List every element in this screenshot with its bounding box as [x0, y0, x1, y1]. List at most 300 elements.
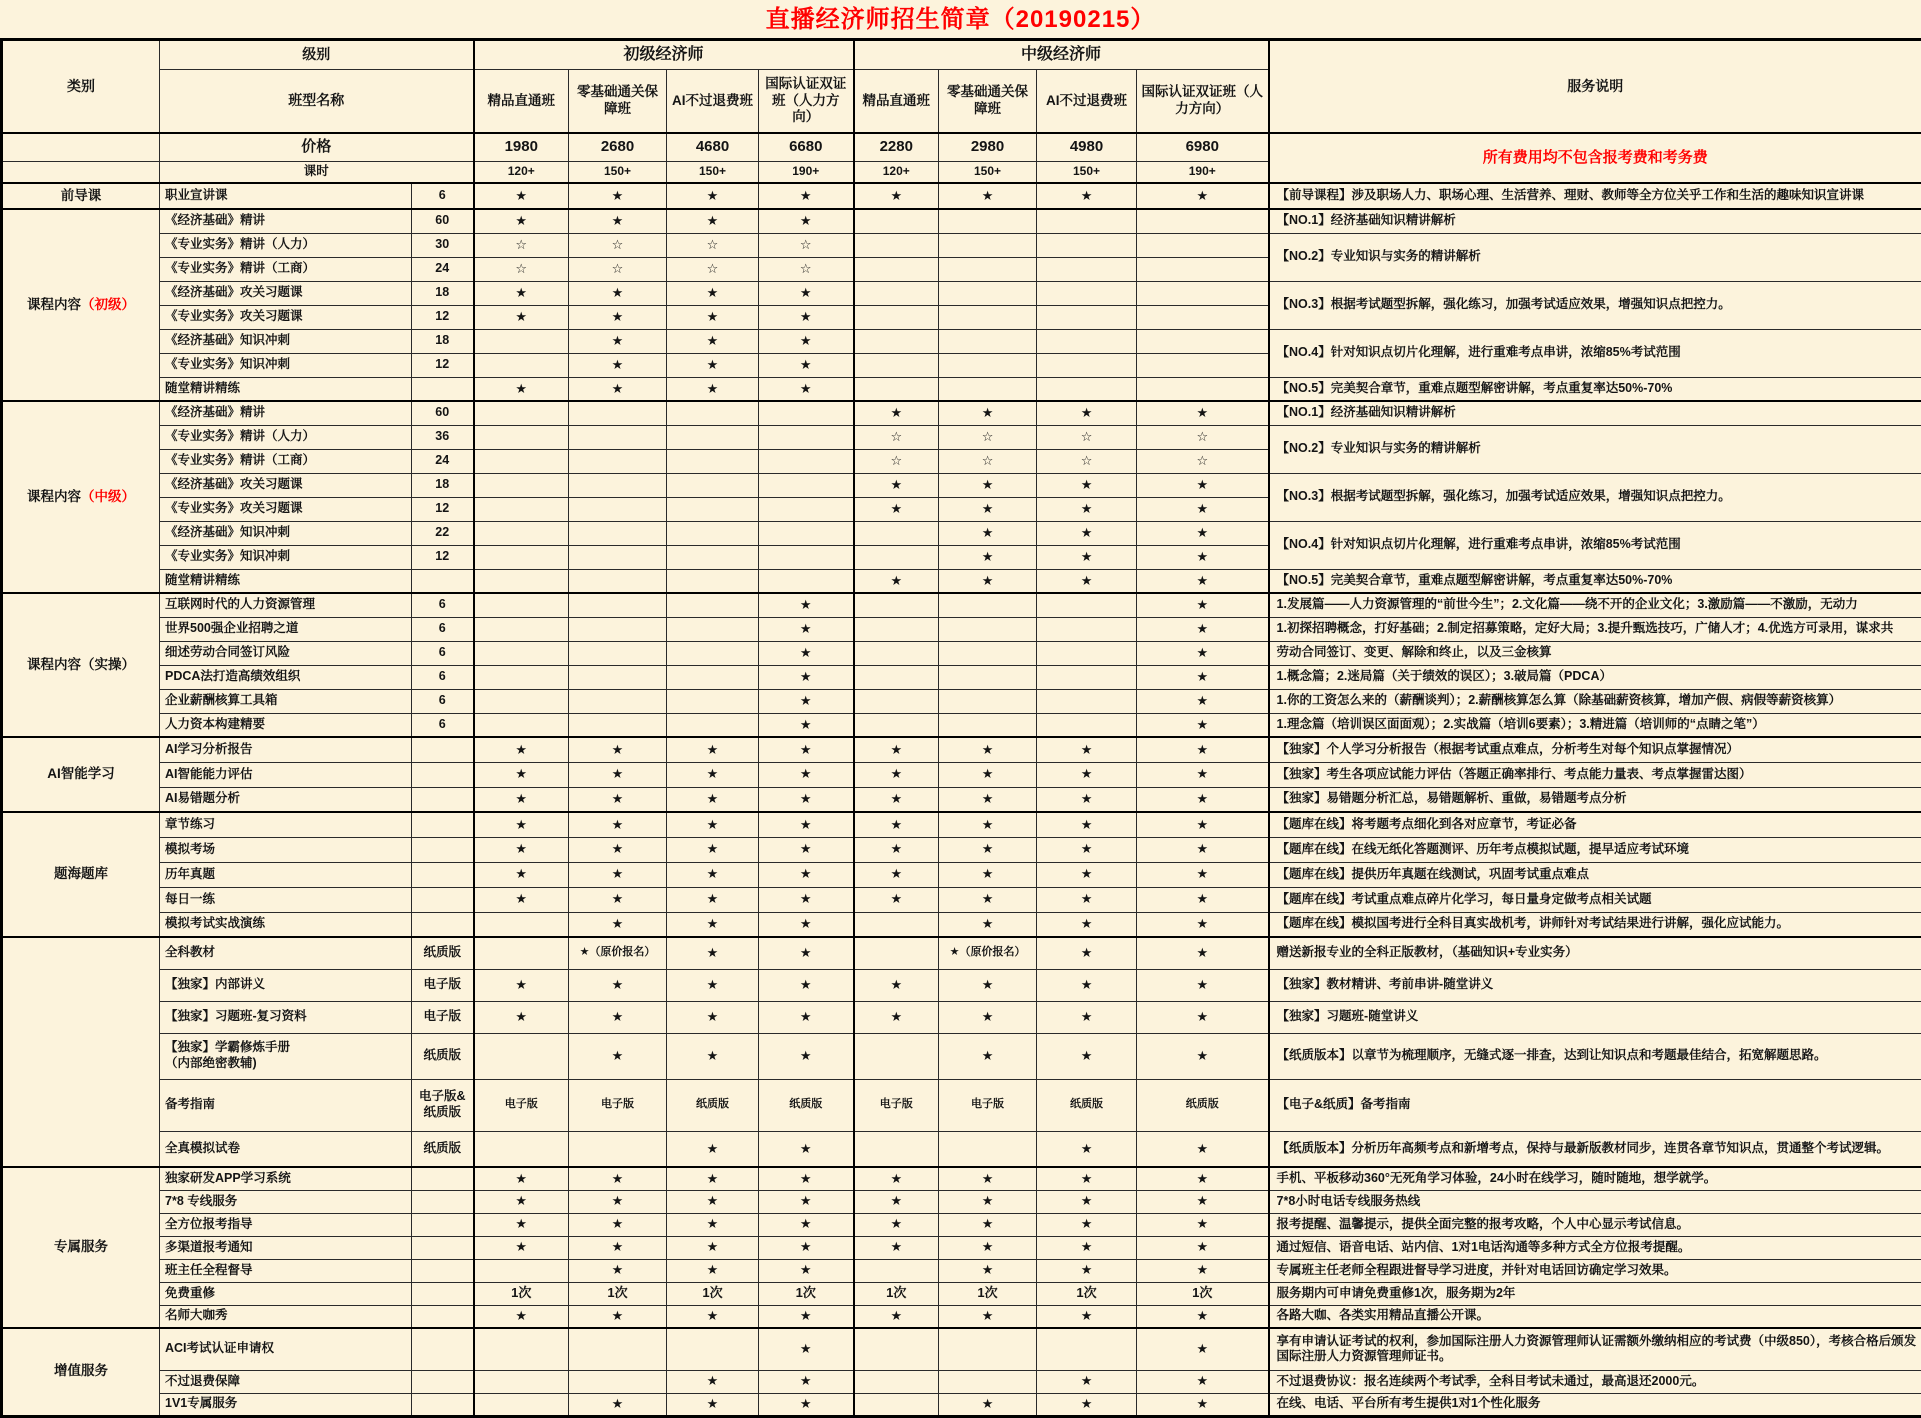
mark-cell: ★ — [759, 937, 854, 969]
mark-cell: ★ — [759, 1213, 854, 1236]
mark-cell: ★ — [854, 473, 939, 497]
mark-cell: ★ — [667, 183, 759, 209]
course-row — [2, 617, 1921, 641]
hours-cell — [412, 1259, 474, 1282]
mark-cell — [569, 1131, 667, 1167]
service-cell: 1.概念篇；2.迷局篇（关于绩效的误区）；3.破局篇（PDCA） — [1269, 665, 1921, 689]
mark-cell — [939, 689, 1037, 713]
service-cell: 【NO.4】针对知识点切片化理解，进行重难考点串讲，浓缩85%考试范围 — [1269, 329, 1921, 377]
mark-cell: ★ — [759, 737, 854, 762]
mark-cell — [569, 401, 667, 425]
mark-cell — [854, 617, 939, 641]
mark-cell — [569, 593, 667, 617]
mark-cell: ★ — [759, 209, 854, 233]
course-row — [2, 1259, 1921, 1282]
service-cell: 【题库在线】在线无纸化答题测评、历年考点模拟试题，提早适应考试环境 — [1269, 837, 1921, 862]
mark-cell — [939, 713, 1037, 737]
mark-cell: ★ — [569, 1033, 667, 1079]
mark-cell — [854, 521, 939, 545]
service-cell: 【NO.5】完美契合章节，重难点题型解密讲解，考点重复率达50%-70% — [1269, 569, 1921, 593]
course-row — [2, 762, 1921, 787]
hours-label: 课时 — [160, 161, 474, 183]
mark-cell: ★ — [474, 1213, 569, 1236]
category-spacer — [2, 133, 160, 161]
mark-cell: ★ — [1037, 1370, 1137, 1393]
mark-cell — [569, 641, 667, 665]
mark-cell: ★ — [939, 887, 1037, 912]
mark-cell: ★ — [667, 912, 759, 937]
mark-cell: ★ — [1137, 1370, 1269, 1393]
mark-cell: ☆ — [569, 233, 667, 257]
course-row — [2, 641, 1921, 665]
category-label: 专属服务 — [54, 1239, 108, 1254]
course-row — [2, 1282, 1921, 1305]
course-name-cell: 模拟考试实战演练 — [160, 912, 412, 937]
mark-cell — [667, 713, 759, 737]
mark-cell: ★ — [474, 183, 569, 209]
mark-cell: 1次 — [759, 1282, 854, 1305]
mark-cell — [854, 1370, 939, 1393]
service-cell: 【独家】习题班-随堂讲义 — [1269, 1001, 1921, 1033]
mark-cell: 电子版 — [474, 1079, 569, 1131]
mark-cell: ★ — [854, 762, 939, 787]
category-label: 课程内容 — [27, 297, 81, 312]
mark-cell — [939, 617, 1037, 641]
mark-cell: ★ — [854, 569, 939, 593]
mark-cell — [474, 401, 569, 425]
mark-cell — [1137, 329, 1269, 353]
mark-cell — [474, 1370, 569, 1393]
course-name-cell: 互联网时代的人力资源管理 — [160, 593, 412, 617]
service-cell: 享有申请认证考试的权利，参加国际注册人力资源管理师认证需额外缴纳相应的考试费（中级850），考核合格后颁发国际注册人力资源管理师证书。 — [1269, 1328, 1921, 1370]
hours-cell: 6 — [412, 183, 474, 209]
mark-cell: ★ — [569, 1190, 667, 1213]
mark-cell: ★ — [1037, 1305, 1137, 1328]
mark-cell: ★ — [759, 1393, 854, 1416]
mark-cell — [667, 617, 759, 641]
course-row — [2, 377, 1921, 401]
mark-cell: ★ — [474, 1190, 569, 1213]
mark-cell: ★ — [667, 1259, 759, 1282]
mark-cell — [854, 545, 939, 569]
mark-cell: ★ — [759, 1167, 854, 1190]
service-cell: 【NO.1】经济基础知识精讲解析 — [1269, 209, 1921, 233]
mark-cell: 1次 — [474, 1282, 569, 1305]
mark-cell — [569, 713, 667, 737]
price-value: 2980 — [939, 133, 1037, 161]
mark-cell: ★ — [939, 1236, 1037, 1259]
course-name-cell: 《经济基础》知识冲刺 — [160, 329, 412, 353]
mark-cell — [759, 545, 854, 569]
mark-cell — [1137, 233, 1269, 257]
course-name-cell: 班主任全程督导 — [160, 1259, 412, 1282]
mark-cell — [474, 425, 569, 449]
mark-cell — [667, 593, 759, 617]
mark-cell: ★ — [569, 812, 667, 837]
mark-cell: ★ — [939, 862, 1037, 887]
course-row — [2, 787, 1921, 812]
service-cell: 【前导课程】涉及职场人力、职场心理、生活营养、理财、教师等全方位关乎工作和生活的趣味知识宣讲课 — [1269, 183, 1921, 209]
course-row — [2, 862, 1921, 887]
mark-cell: ★ — [569, 353, 667, 377]
mark-cell: ★ — [1137, 1213, 1269, 1236]
course-row — [2, 837, 1921, 862]
mark-cell: ★ — [759, 183, 854, 209]
hours-cell — [412, 1236, 474, 1259]
mark-cell: ★ — [759, 713, 854, 737]
hours-cell: 18 — [412, 281, 474, 305]
service-header: 服务说明 — [1269, 40, 1921, 134]
mark-cell: ★ — [474, 1001, 569, 1033]
hours-cell: 6 — [412, 665, 474, 689]
course-name-cell: 1V1专属服务 — [160, 1393, 412, 1416]
course-row — [2, 937, 1921, 969]
course-name-cell: 独家研发APP学习系统 — [160, 1167, 412, 1190]
mark-cell: ★ — [759, 1033, 854, 1079]
mark-cell: ★ — [667, 837, 759, 862]
course-name-cell: 历年真题 — [160, 862, 412, 887]
mark-cell — [1037, 593, 1137, 617]
mark-cell: ★ — [474, 209, 569, 233]
mark-cell: ☆ — [854, 425, 939, 449]
category-label: 课程内容（实操） — [27, 657, 135, 672]
mark-cell: ★ — [759, 1259, 854, 1282]
mark-cell — [1037, 329, 1137, 353]
mark-cell: ★ — [1037, 497, 1137, 521]
mark-cell — [667, 401, 759, 425]
mark-cell: ★ — [1037, 1393, 1137, 1416]
course-row — [2, 713, 1921, 737]
mark-cell: ★ — [759, 617, 854, 641]
mark-cell — [759, 569, 854, 593]
mark-cell: ★ — [1137, 1001, 1269, 1033]
mark-cell: ★ — [854, 1190, 939, 1213]
mark-cell: 电子版 — [939, 1079, 1037, 1131]
service-cell: 手机、平板移动360°无死角学习体验，24小时在线学习，随时随地，想学就学。 — [1269, 1167, 1921, 1190]
mark-cell: ★ — [1137, 837, 1269, 862]
mark-cell: ☆ — [759, 233, 854, 257]
mark-cell: ★ — [569, 281, 667, 305]
mark-cell: ★ — [1137, 1190, 1269, 1213]
mark-cell — [939, 1370, 1037, 1393]
course-row — [2, 969, 1921, 1001]
course-row — [2, 233, 1921, 257]
mark-cell — [854, 593, 939, 617]
mark-cell — [854, 1131, 939, 1167]
mark-cell — [667, 641, 759, 665]
hours-cell: 12 — [412, 353, 474, 377]
mark-cell — [854, 665, 939, 689]
mark-cell: ★ — [569, 329, 667, 353]
mark-cell: ★ — [474, 887, 569, 912]
mark-cell — [1037, 641, 1137, 665]
mark-cell: ★ — [667, 969, 759, 1001]
service-cell: 【题库在线】提供历年真题在线测试，巩固考试重点难点 — [1269, 862, 1921, 887]
mark-cell: 1次 — [1137, 1282, 1269, 1305]
course-row — [2, 1370, 1921, 1393]
mark-cell — [854, 1259, 939, 1282]
mark-cell — [854, 713, 939, 737]
mark-cell — [474, 329, 569, 353]
service-cell: 通过短信、语音电话、站内信、1对1电话沟通等多种方式全方位报考提醒。 — [1269, 1236, 1921, 1259]
mark-cell — [759, 473, 854, 497]
mark-cell: ★ — [1137, 1328, 1269, 1370]
mark-cell: ★ — [939, 497, 1037, 521]
mark-cell: 纸质版 — [1137, 1079, 1269, 1131]
mark-cell: ★ — [1037, 1001, 1137, 1033]
course-row — [2, 1167, 1921, 1190]
mark-cell — [474, 641, 569, 665]
price-value: 4680 — [667, 133, 759, 161]
mark-cell: ★ — [759, 837, 854, 862]
service-cell: 【NO.2】专业知识与实务的精讲解析 — [1269, 425, 1921, 473]
course-name-cell: AI智能能力评估 — [160, 762, 412, 787]
mark-cell: ★ — [1137, 665, 1269, 689]
mark-cell: ★ — [759, 812, 854, 837]
category-cell — [2, 812, 160, 937]
mark-cell: 电子版 — [569, 1079, 667, 1131]
hours-cell — [412, 377, 474, 401]
mark-cell: ★ — [1137, 1033, 1269, 1079]
mark-cell: ★ — [667, 812, 759, 837]
mark-cell: ☆ — [667, 233, 759, 257]
class-column-header: AI不过退费班 — [667, 70, 759, 134]
mark-cell: 纸质版 — [759, 1079, 854, 1131]
category-label-red: （中级） — [81, 489, 135, 504]
mark-cell — [939, 209, 1037, 233]
mark-cell: ☆ — [569, 257, 667, 281]
mark-cell: ★ — [1137, 689, 1269, 713]
service-cell: 【纸质版本】以章节为梳理顺序，无缝式逐一排查，达到让知识点和考题最佳结合，拓宽解题思路。 — [1269, 1033, 1921, 1079]
mark-cell: ★ — [1137, 641, 1269, 665]
mark-cell: ★ — [1137, 401, 1269, 425]
hours-cell: 6 — [412, 689, 474, 713]
mark-cell: ★ — [1137, 545, 1269, 569]
hours-cell — [412, 787, 474, 812]
category-label: AI智能学习 — [47, 766, 115, 781]
mark-cell: ★ — [854, 737, 939, 762]
hours-cell: 36 — [412, 425, 474, 449]
service-cell: 在线、电话、平台所有考生提供1对1个性化服务 — [1269, 1393, 1921, 1416]
mark-cell — [667, 473, 759, 497]
mark-cell: ★ — [1137, 887, 1269, 912]
mark-cell — [569, 497, 667, 521]
price-label: 价格 — [160, 133, 474, 161]
mark-cell: ★ — [569, 1213, 667, 1236]
mark-cell — [1137, 353, 1269, 377]
mark-cell: ★ — [667, 1236, 759, 1259]
hours-cell: 12 — [412, 305, 474, 329]
mark-cell: 1次 — [569, 1282, 667, 1305]
mark-cell: ★ — [1137, 762, 1269, 787]
hours-cell: 6 — [412, 641, 474, 665]
mark-cell: ★ — [1137, 497, 1269, 521]
mark-cell — [854, 281, 939, 305]
hours-cell — [412, 1328, 474, 1370]
hours-cell — [412, 1167, 474, 1190]
mark-cell: ★ — [939, 837, 1037, 862]
mark-cell: ★ — [1037, 887, 1137, 912]
mark-cell: ★ — [1037, 969, 1137, 1001]
mark-cell: ★ — [569, 1393, 667, 1416]
category-cell — [2, 1167, 160, 1328]
class-column-header: 精品直通班 — [474, 70, 569, 134]
mark-cell: ★ — [667, 1393, 759, 1416]
mark-cell: ★ — [569, 887, 667, 912]
mark-cell: ★ — [854, 1213, 939, 1236]
mark-cell: ★ — [759, 1370, 854, 1393]
course-name-cell: 【独家】内部讲义 — [160, 969, 412, 1001]
mark-cell: ★ — [1037, 183, 1137, 209]
course-row — [2, 593, 1921, 617]
mark-cell: 纸质版 — [1037, 1079, 1137, 1131]
course-row — [2, 281, 1921, 305]
mark-cell — [474, 473, 569, 497]
course-name-cell: 【独家】习题班-复习资料 — [160, 1001, 412, 1033]
mark-cell: ★ — [854, 1236, 939, 1259]
mark-cell: ★ — [1037, 401, 1137, 425]
mark-cell: ★ — [569, 1236, 667, 1259]
hours-value: 120+ — [474, 161, 569, 183]
hours-cell — [412, 1305, 474, 1328]
mark-cell: ★ — [474, 377, 569, 401]
course-name-cell: 多渠道报考通知 — [160, 1236, 412, 1259]
mark-cell — [1137, 209, 1269, 233]
mark-cell — [474, 353, 569, 377]
course-row — [2, 1001, 1921, 1033]
mark-cell: ★ — [667, 737, 759, 762]
course-name-cell: 《经济基础》知识冲刺 — [160, 521, 412, 545]
mark-cell — [667, 449, 759, 473]
mark-cell: 纸质版 — [667, 1079, 759, 1131]
mark-cell: ★ — [667, 305, 759, 329]
service-cell: 【NO.3】根据考试题型拆解，强化练习，加强考试适应效果，增强知识点把控力。 — [1269, 473, 1921, 521]
mark-cell: ★ — [667, 787, 759, 812]
mark-cell — [667, 665, 759, 689]
mark-cell — [569, 569, 667, 593]
mark-cell: ★ — [1137, 862, 1269, 887]
mark-cell: ★ — [667, 1033, 759, 1079]
mark-cell: ★ — [1037, 473, 1137, 497]
mark-cell — [474, 1328, 569, 1370]
course-row — [2, 689, 1921, 713]
mark-cell — [854, 937, 939, 969]
service-cell: 劳动合同签订、变更、解除和终止，以及三金核算 — [1269, 641, 1921, 665]
course-name-cell: 《经济基础》精讲 — [160, 209, 412, 233]
mark-cell: ★ — [1137, 593, 1269, 617]
mark-cell: ★ — [474, 1305, 569, 1328]
course-row — [2, 1033, 1921, 1079]
hours-cell — [412, 1213, 474, 1236]
course-name-cell: 《专业实务》攻关习题课 — [160, 305, 412, 329]
hours-cell: 30 — [412, 233, 474, 257]
course-row — [2, 1190, 1921, 1213]
course-row — [2, 521, 1921, 545]
mark-cell: ★ — [667, 1001, 759, 1033]
course-row — [2, 1079, 1921, 1131]
mark-cell — [474, 1033, 569, 1079]
service-cell: 1.理念篇（培训误区面面观）；2.实战篇（培训6要素）；3.精进篇（培训师的“点睛之笔”） — [1269, 713, 1921, 737]
mark-cell: ★（原价报名） — [939, 937, 1037, 969]
service-cell: 【NO.5】完美契合章节，重难点题型解密讲解，考点重复率达50%-70% — [1269, 377, 1921, 401]
category-label: 题海题库 — [54, 866, 108, 881]
hours-cell: 电子版&纸质版 — [412, 1079, 474, 1131]
mark-cell — [939, 641, 1037, 665]
hours-cell — [412, 837, 474, 862]
course-row — [2, 887, 1921, 912]
mark-cell: ★ — [854, 183, 939, 209]
course-row — [2, 1213, 1921, 1236]
category-cell — [2, 401, 160, 593]
mark-cell — [1037, 377, 1137, 401]
mark-cell — [854, 1033, 939, 1079]
mark-cell: 1次 — [1037, 1282, 1137, 1305]
mark-cell: ★ — [569, 1305, 667, 1328]
service-cell: 1.你的工资怎么来的（薪酬谈判）；2.薪酬核算怎么算（除基础薪资核算，增加产假、病假等薪资核算） — [1269, 689, 1921, 713]
junior-level-header: 初级经济师 — [474, 40, 854, 70]
mark-cell: ★ — [569, 183, 667, 209]
mark-cell: ★ — [474, 862, 569, 887]
hours-cell — [412, 887, 474, 912]
mark-cell — [1037, 305, 1137, 329]
mark-cell: ★ — [759, 689, 854, 713]
hours-cell: 18 — [412, 329, 474, 353]
mark-cell: ★ — [1137, 183, 1269, 209]
category-header: 类别 — [2, 40, 160, 134]
mark-cell: ★ — [569, 969, 667, 1001]
mark-cell — [1037, 1328, 1137, 1370]
mark-cell: ☆ — [1037, 425, 1137, 449]
mark-cell — [474, 569, 569, 593]
mark-cell — [474, 593, 569, 617]
mark-cell — [474, 937, 569, 969]
mark-cell — [939, 329, 1037, 353]
mark-cell: ☆ — [939, 449, 1037, 473]
hours-cell: 电子版 — [412, 969, 474, 1001]
course-name-cell: 《专业实务》精讲（人力） — [160, 233, 412, 257]
mark-cell — [474, 545, 569, 569]
mark-cell: ★ — [569, 762, 667, 787]
mark-cell: ★ — [474, 812, 569, 837]
mark-cell — [667, 1328, 759, 1370]
mark-cell: ★ — [759, 762, 854, 787]
course-name-cell: 职业宣讲课 — [160, 183, 412, 209]
mark-cell — [759, 497, 854, 521]
mark-cell: ★ — [759, 1131, 854, 1167]
mark-cell: ★ — [1137, 1131, 1269, 1167]
service-cell: 【题库在线】将考题考点细化到各对应章节，考证必备 — [1269, 812, 1921, 837]
course-row — [2, 183, 1921, 209]
mark-cell: ★ — [667, 281, 759, 305]
service-cell: 1.发展篇——人力资源管理的“前世今生”；2.文化篇——绕不开的企业文化；3.激励篇——不激励，无动力 — [1269, 593, 1921, 617]
mark-cell: ★ — [1137, 569, 1269, 593]
mark-cell — [939, 233, 1037, 257]
mark-cell — [939, 665, 1037, 689]
mark-cell: ★ — [854, 969, 939, 1001]
mark-cell — [1137, 305, 1269, 329]
service-cell: 【NO.4】针对知识点切片化理解，进行重难考点串讲，浓缩85%考试范围 — [1269, 521, 1921, 569]
mark-cell: ★ — [474, 787, 569, 812]
mark-cell — [667, 521, 759, 545]
service-cell: 7*8小时电话专线服务热线 — [1269, 1190, 1921, 1213]
category-label: 增值服务 — [54, 1363, 108, 1378]
course-name-cell: 细述劳动合同签订风险 — [160, 641, 412, 665]
mark-cell: ★ — [1037, 762, 1137, 787]
class-column-header: 精品直通班 — [854, 70, 939, 134]
mark-cell: ★ — [667, 887, 759, 912]
class-column-header: 零基础通关保障班 — [569, 70, 667, 134]
mark-cell: ★ — [1137, 969, 1269, 1001]
